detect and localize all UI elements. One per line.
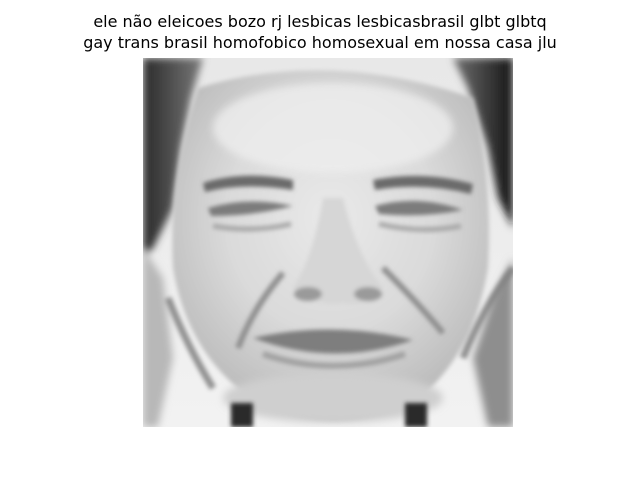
figure-title-line-1: ele não eleicoes bozo rj lesbicas lesbicasbrasil glbt glbtq [93, 12, 547, 31]
face-image-drawing [143, 58, 513, 427]
figure-title-line-2: gay trans brasil homofobico homosexual em nossa casa jlu [83, 33, 557, 52]
figure-title [0, 11, 640, 53]
face-image [143, 58, 513, 427]
right-collar-shadow [405, 403, 427, 427]
left-collar-shadow [231, 403, 253, 427]
